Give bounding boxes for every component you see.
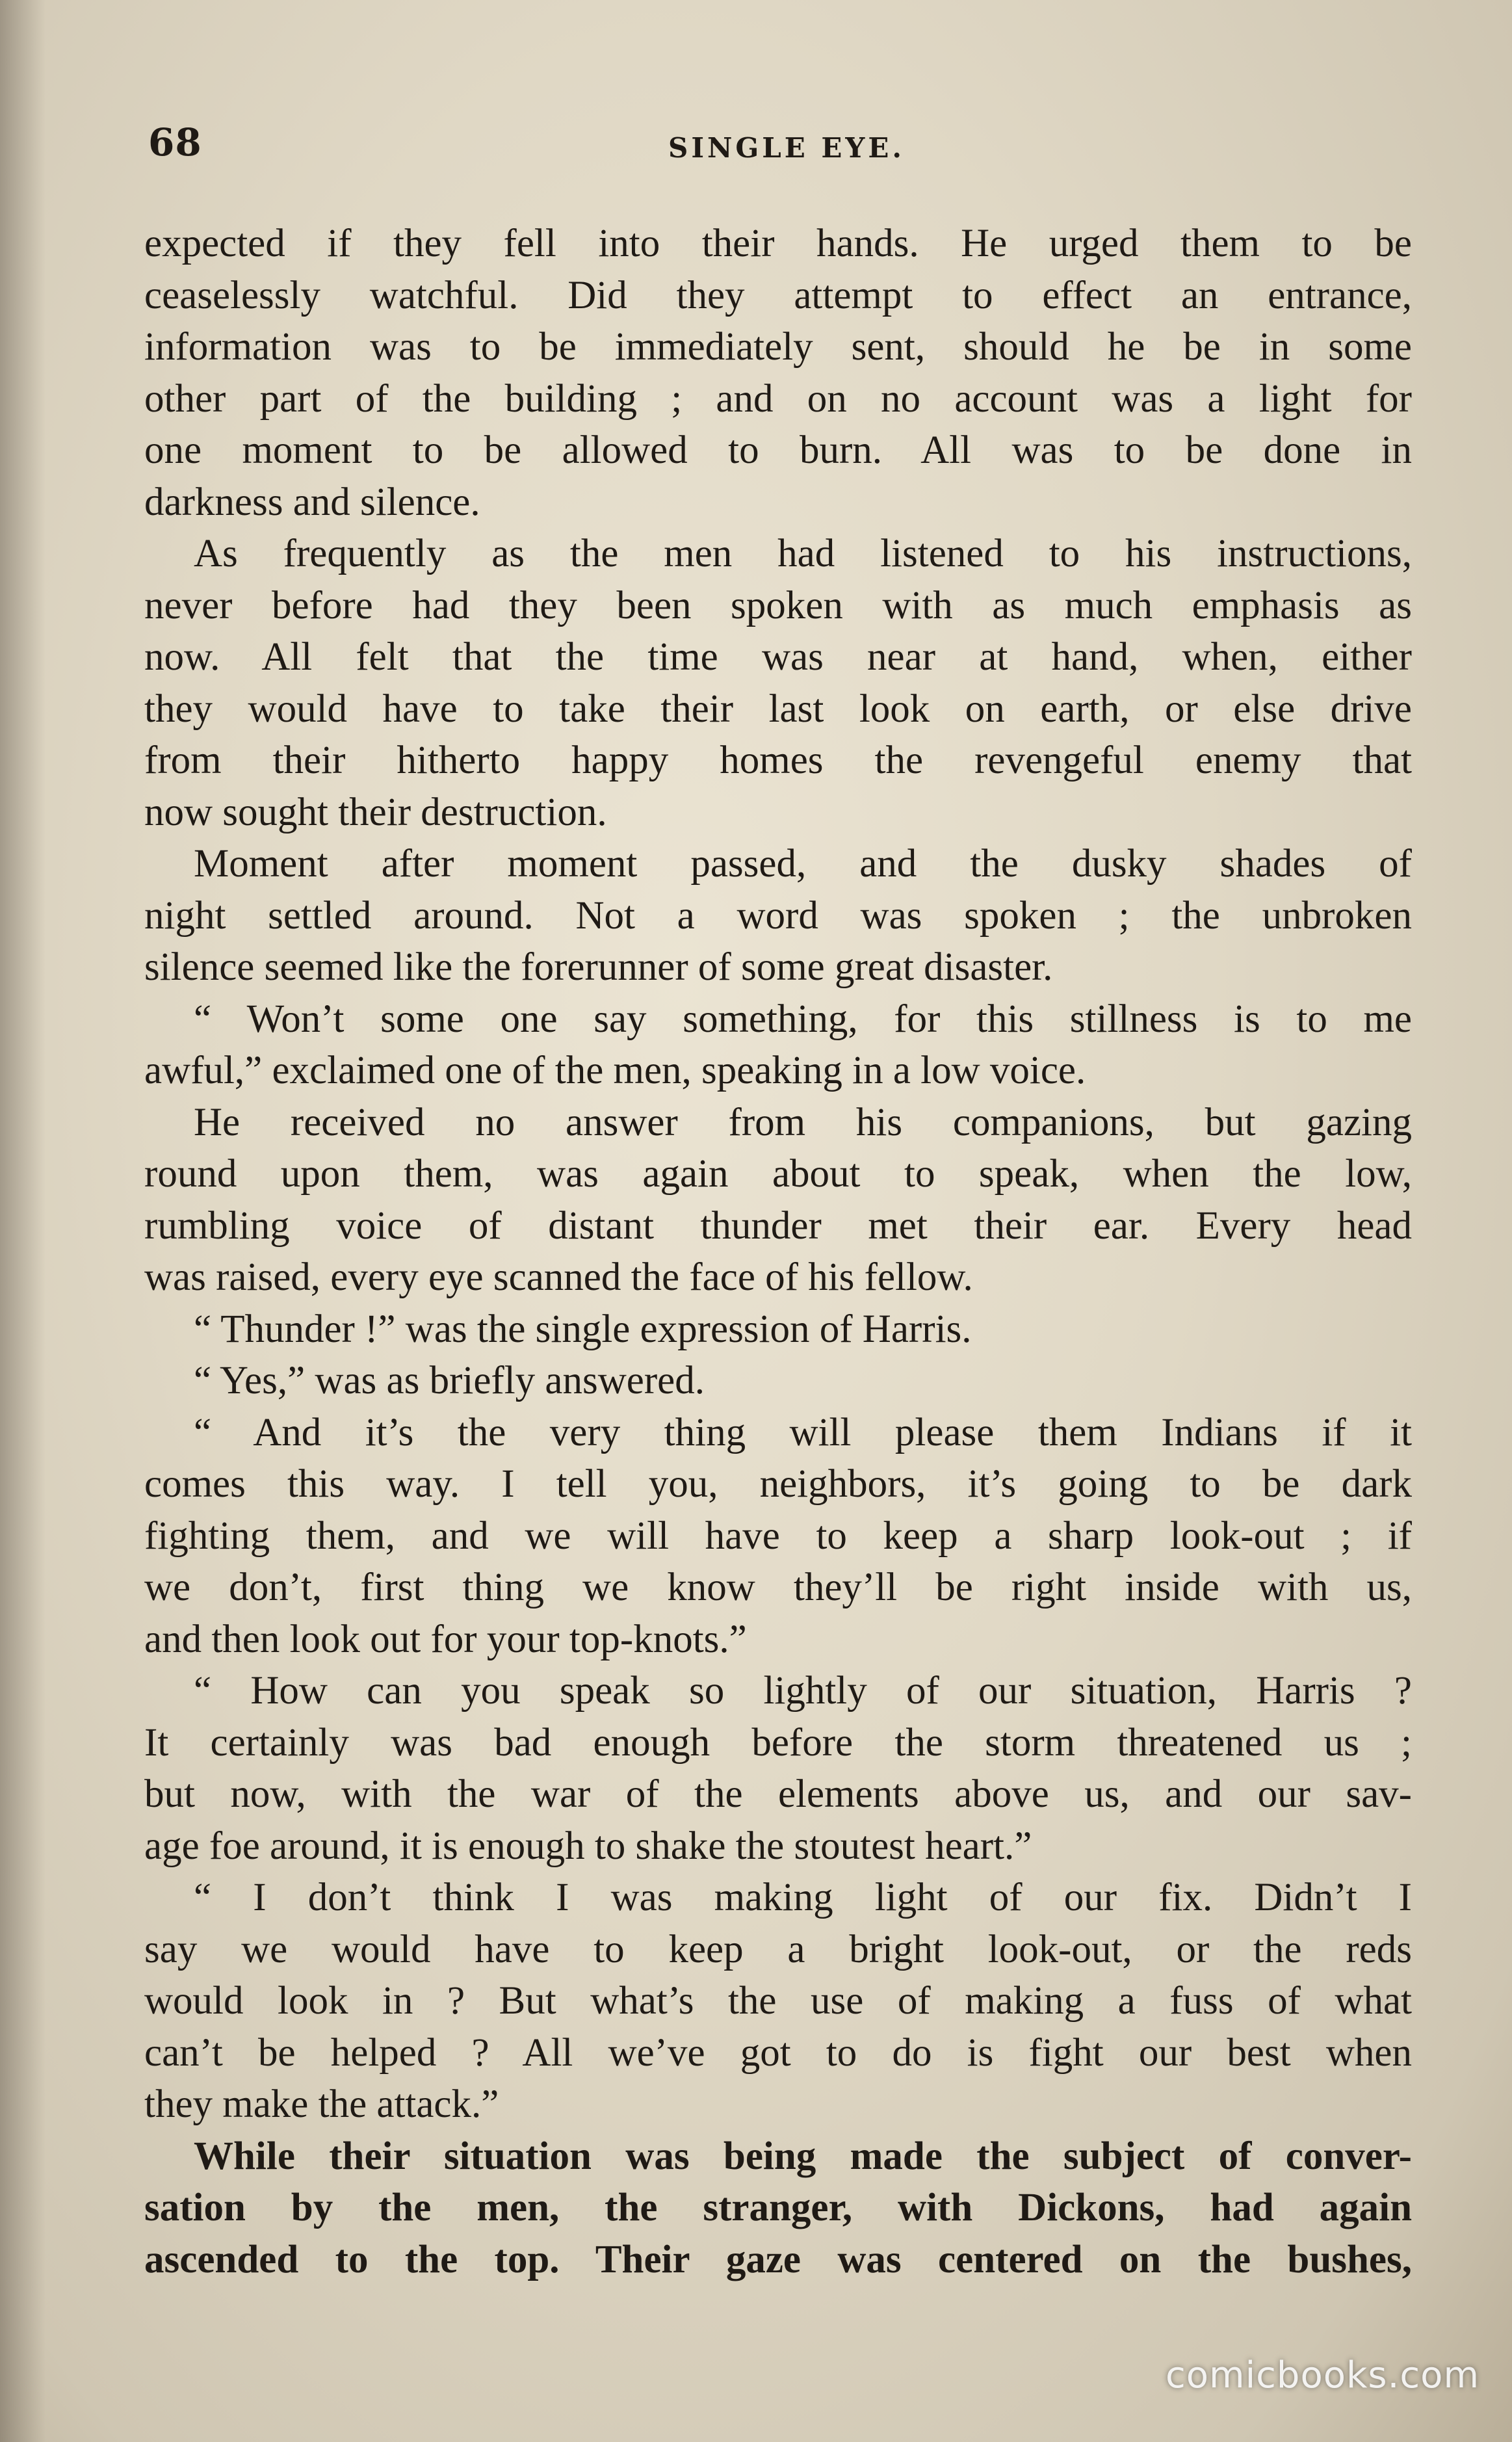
text-line: now sought their destruction.: [144, 790, 607, 834]
text-line: “ I don’t think I was making light of our fix. Didn’t I: [194, 1876, 1412, 1919]
text-line: night settled around. Not a word was spoken ; the unbroken: [144, 893, 1412, 938]
text-line: and then look out for your top-knots.”: [144, 1617, 747, 1661]
text-line: “ Won’t some one say something, for this stillness is to me: [194, 997, 1412, 1041]
text-line: we don’t, first thing we know they’ll be right inside with us,: [144, 1566, 1412, 1609]
text-line: fighting them, and we will have to keep a sharp look-out ; if: [144, 1514, 1412, 1558]
site-watermark: comicbooks.com: [1165, 2354, 1479, 2396]
text-line: never before had they been spoken with as much emphasis as: [144, 583, 1412, 627]
text-line: ascended to the top. Their gaze was centered on the bushes,: [144, 2237, 1412, 2281]
text-line: can’t be helped ? All we’ve got to do is fight our best when: [144, 2030, 1412, 2075]
text-line: darkness and silence.: [144, 480, 480, 524]
text-line: awful,” exclaimed one of the men, speaking in a low voice.: [144, 1049, 1086, 1092]
body-text: [144, 218, 1412, 2285]
text-line: Moment after moment passed, and the dusky shades of: [194, 842, 1412, 886]
text-line: one moment to be allowed to burn. All was to be done in: [144, 428, 1412, 472]
text-line: now. All felt that the time was near at hand, when, either: [144, 635, 1412, 679]
text-line: rumbling voice of distant thunder met their ear. Every head: [144, 1203, 1412, 1248]
text-line: other part of the building ; and on no account was a light for: [144, 376, 1412, 421]
text-line: expected if they fell into their hands. He urged them to be: [144, 222, 1412, 265]
text-line: round upon them, was again about to speak, when the low,: [144, 1152, 1412, 1196]
text-line: He received no answer from his companions, but gazing: [194, 1100, 1412, 1144]
text-line: they would have to take their last look on earth, or else drive: [144, 687, 1412, 731]
text-line: age foe around, it is enough to shake the stoutest heart.”: [144, 1824, 1032, 1868]
page-number: 68: [148, 120, 202, 164]
page-header: [148, 120, 1409, 179]
text-line: comes this way. I tell you, neighbors, it’s going to be dark: [144, 1462, 1412, 1506]
text-line: It certainly was bad enough before the storm threatened us ;: [144, 1720, 1412, 1765]
text-line: “ Thunder !” was the single expression of Harris.: [194, 1307, 972, 1351]
text-line: “ And it’s the very thing will please them Indians if it: [194, 1410, 1412, 1454]
text-line: While their situation was being made the subject of conver-: [194, 2134, 1412, 2178]
text-line: was raised, every eye scanned the face of his fellow.: [144, 1255, 973, 1299]
text-line: sation by the men, the stranger, with Dickons, had again: [144, 2186, 1412, 2229]
text-line: information was to be immediately sent, should he be in some: [144, 325, 1412, 369]
page-edge-shadow: [0, 0, 46, 2442]
text-line: from their hitherto happy homes the revengeful enemy that: [144, 739, 1412, 782]
text-line: but now, with the war of the elements above us, and our sav-: [144, 1772, 1412, 1816]
text-line: ceaselessly watchful. Did they attempt to effect an entrance,: [144, 273, 1412, 317]
text-line: “ Yes,” was as briefly answered.: [194, 1359, 705, 1402]
text-line: “ How can you speak so lightly of our situation, Harris ?: [194, 1669, 1412, 1713]
text-line: As frequently as the men had listened to his instructions,: [194, 532, 1412, 575]
text-line: would look in ? But what’s the use of making a fuss of what: [144, 1979, 1412, 2023]
running-head: SINGLE EYE.: [668, 132, 906, 164]
text-line: silence seemed like the forerunner of some great disaster.: [144, 945, 1053, 989]
text-line: they make the attack.”: [144, 2082, 499, 2126]
text-line: say we would have to keep a bright look-out, or the reds: [144, 1927, 1412, 1971]
